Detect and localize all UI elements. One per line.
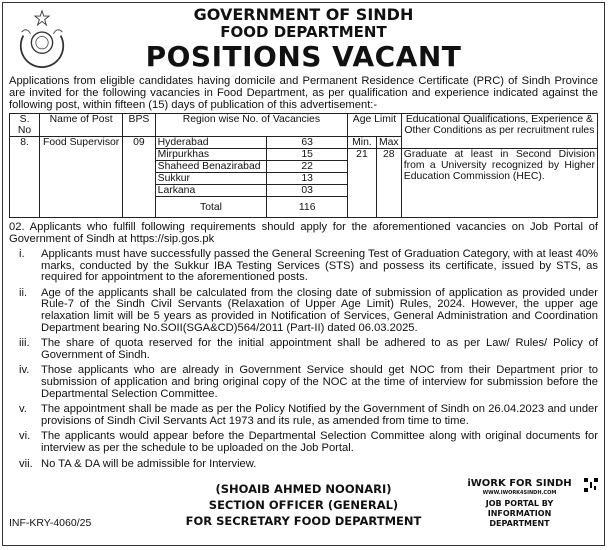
item-text: The appointment shall be made as per the Policy Notified by the Government of Sindh on 26.04.2023 and under provisions of Sindh Civil Servants Act 1973 and its rule, as amended from time to time. (41, 403, 598, 427)
item-number: iii. (19, 337, 30, 350)
region-count: 03 (267, 185, 348, 197)
iwork-line1: JOB PORTAL BY (485, 499, 554, 509)
list-item (9, 404, 598, 427)
max-age: 28 (376, 149, 401, 218)
item-text: Those applicants who are already in Government Service should get NOC from their Department prior to submission of application and bring original copy of the NOC at the time of interview for submission before the Departmental Selection Committee. (41, 364, 598, 400)
sindh-government-emblem (11, 9, 73, 71)
min-age: 21 (348, 149, 377, 218)
region-name: Larkana (155, 185, 267, 197)
col-qualification: Educational Qualifications, Experience & Other Conditions as per recruitment rules (401, 114, 597, 149)
bps-cell: 09 (123, 137, 156, 218)
intro-paragraph: Applications from eligible candidates having domicile and Permanent Residence Certificate (PRC) of Sindh Province are invited for the following vacancies in Food Department, as per qualification and experience indicated against the following post, within fifteen (15) days of publication of this advertisement:- (9, 75, 598, 111)
region-name: Sukkur (155, 173, 267, 185)
signatory-designation: SECTION OFFICER (GENERAL) (208, 498, 399, 513)
iwork-title: iWORK FOR SINDH (467, 478, 572, 490)
signatory-for: FOR SECRETARY FOOD DEPARTMENT (185, 514, 422, 529)
region-name: Hyderabad (155, 137, 267, 149)
header (9, 3, 598, 73)
vacancy-table (9, 113, 598, 218)
region-count: 63 (267, 137, 348, 149)
col-region: Region wise No. of Vacancies (155, 114, 347, 137)
col-sno: S. No (10, 114, 40, 137)
item-text: Applicants must have successfully passed the General Screening Test of Graduation Category, with at least 40% marks, conducted by the Sukkur IBA Testing Services (STS) and possess its certificate, issued by STS, as required for appointment to the aforementioned posts. (41, 248, 598, 284)
col-post: Name of Post (40, 114, 123, 137)
header-department: FOOD DEPARTMENT (220, 23, 387, 42)
item-number: v. (19, 403, 27, 416)
item-number: vii. (19, 457, 33, 470)
signature-block (149, 481, 458, 529)
item-number: vi. (19, 430, 31, 443)
table-header-row (10, 114, 598, 137)
max-header: Max (376, 137, 401, 149)
iwork-badge (458, 478, 581, 529)
requirements-intro: 02. Applicants who fulfill following requirements should apply for the aforementioned vacancies on Job Portal of Government of Sindh at https://sip.gos.pk (9, 221, 598, 245)
iwork-line2: INFORMATION DEPARTMENT (487, 509, 552, 529)
list-item (9, 338, 598, 361)
item-text: Age of the applicants shall be calculated from the closing date of submission of application as provided under Rule-7 of the Sindh Civil Servants (Relaxation of Upper Age Limit) Rules, 2024. However, the upper age relaxation limit will be 5 years as provided in Notification of Services, General Administration and Coordination Department bearing No.SOII(SGA&CD)564/2011 (Part-II) dated 06.03.2025. (41, 286, 598, 334)
header-government: GOVERNMENT OF SINDH (193, 5, 414, 24)
iwork-area (458, 478, 598, 529)
item-text: The applicants would appear before the Departmental Selection Committee along with original documents for interview as per the schedule to be uploaded on the Job Portal. (41, 430, 598, 454)
reference-number: INF-KRY-4060/25 (9, 517, 92, 530)
col-age: Age Limit (348, 114, 402, 137)
total-value: 116 (267, 197, 348, 218)
item-text: No TA & DA will be admissible for Interview. (41, 457, 257, 470)
sno-cell: 8. (10, 137, 40, 218)
item-number: ii. (19, 286, 28, 299)
region-name: Shaheed Benazirabad (155, 161, 267, 173)
list-item (9, 249, 598, 284)
list-item (9, 459, 598, 471)
qr-code-icon (584, 478, 598, 492)
min-header: Min. (348, 137, 377, 149)
item-text: The share of quota reserved for the initial appointment shall be adhered to as per Law/ Rules/ Policy of Government of Sindh. (41, 337, 598, 361)
region-count: 15 (267, 149, 348, 161)
qualification-cell: Graduate at least in Second Division from a University recognized by Higher Education Commission (HEC). (401, 149, 597, 218)
list-item (9, 288, 598, 334)
col-bps: BPS (123, 114, 156, 137)
signatory-name: (SHOAIB AHMED NOONARI) (215, 482, 392, 497)
iwork-url: WWW.IWORK4SINDH.COM (482, 490, 557, 497)
total-label: Total (155, 197, 267, 218)
item-number: iv. (19, 364, 30, 377)
list-item (9, 365, 598, 400)
region-count: 22 (267, 161, 348, 173)
advertisement (2, 2, 605, 546)
footer (9, 478, 598, 529)
requirements-list (9, 249, 598, 470)
region-count: 13 (267, 173, 348, 185)
region-name: Mirpurkhas (155, 149, 267, 161)
list-item (9, 431, 598, 454)
item-number: i. (19, 248, 25, 260)
post-cell: Food Supervisor (40, 137, 123, 218)
page-title: POSITIONS VACANT (145, 39, 462, 73)
